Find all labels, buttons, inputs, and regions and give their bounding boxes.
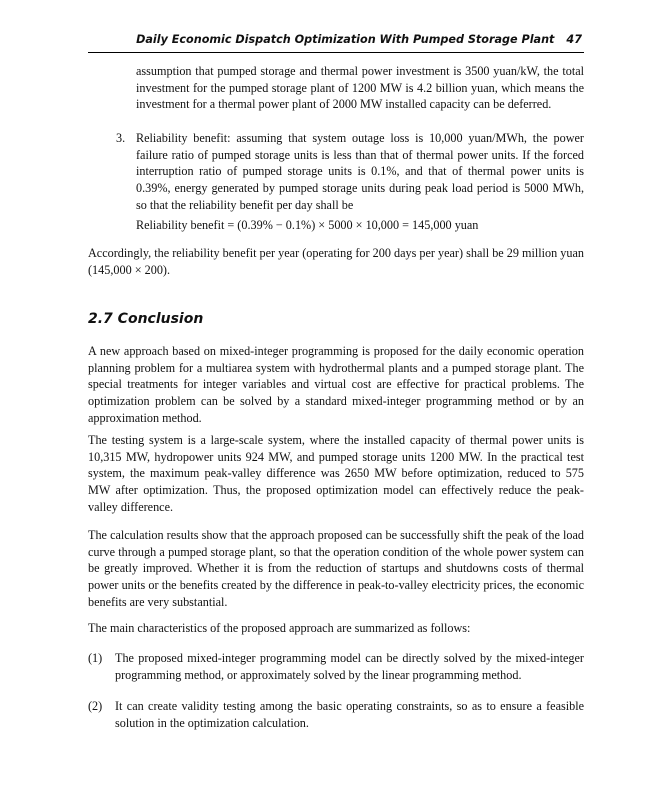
paragraph: Accordingly, the reliability benefit per year (operating for 200 days per year) shall be 29 million yuan (145,000 × 200).	[88, 246, 584, 277]
characteristics-item-2	[88, 698, 584, 731]
conclusion-paragraph-1	[88, 343, 584, 427]
continued-list-item-text	[136, 63, 584, 113]
header-rule	[88, 52, 584, 53]
paragraph: assumption that pumped storage and thermal power investment is 3500 yuan/kW, the total investment for the pumped storage plant of 1200 MW is 4.2 billion yuan, which means the investment for a thermal power plant of 2000 MW installed capacity can be deferred.	[136, 64, 584, 112]
paragraph: A new approach based on mixed-integer programming is proposed for the daily economic operation planning problem for a multiarea system with hydrothermal plants and a pumped storage plant. The special treatments for integer variables and virtual cost are effective for practical problems. The optimization problem can be solved by a standard mixed-integer programming method or by an approximation method.	[88, 344, 584, 425]
paragraph: The calculation results show that the approach proposed can be successfully shift the peak of the load curve through a pumped storage plant, so that the operation condition of the whole power system can be greatly improved. Whether it is from the reduction of startups and shutdowns costs of thermal power units or the benefits created by the difference in peak-to-valley electricity prices, the economic benefits are very substantial.	[88, 528, 584, 609]
page-number: 47	[566, 33, 582, 46]
paragraph: The main characteristics of the proposed approach are summarized as follows:	[88, 621, 471, 635]
conclusion-paragraph-2	[88, 432, 584, 516]
reliability-formula: Reliability benefit = (0.39% − 0.1%) × 5000 × 10,000 = 145,000 yuan	[136, 218, 479, 232]
section-heading: 2.7 Conclusion	[88, 311, 204, 327]
running-head	[0, 33, 582, 53]
list-item-text: Reliability benefit: assuming that system outage loss is 10,000 yuan/MWh, the power failure ratio of pumped storage units is less than that of thermal power units. If the forced interruption ratio of pumped storage units is 0.1%, and that of thermal power units is 0.39%, energy generated by pumped storage units during peak load period is 5000 MWh, so that the reliability benefit per day shall be	[136, 131, 584, 212]
characteristics-item-1	[88, 650, 584, 683]
list-item-text: It can create validity testing among the basic operating constraints, so as to ensure a feasible solution in the optimization calculation.	[115, 699, 584, 730]
paragraph: The testing system is a large-scale system, where the installed capacity of thermal power units is 10,315 MW, hydropower units 924 MW, and pumped storage units 1200 MW. In the practical test system, the maximum peak-valley difference was 2650 MW before optimization, reduced to 575 MW after optimization. Thus, the proposed optimization model can effectively reduce the peak-valley difference.	[88, 433, 584, 514]
accordingly-paragraph	[88, 245, 584, 278]
list-item-number: (2)	[88, 699, 103, 713]
list-item-number: 3.	[116, 131, 126, 145]
list-item-text: The proposed mixed-integer programming model can be directly solved by the mixed-integer programming method, or approximately solved by the linear programming method.	[115, 651, 584, 682]
conclusion-paragraph-3	[88, 527, 584, 611]
list-item-3	[88, 130, 584, 214]
running-head-title: Daily Economic Dispatch Optimization With Pumped Storage Plant	[136, 33, 555, 46]
conclusion-paragraph-4	[88, 620, 584, 637]
list-item-number: (1)	[88, 651, 103, 665]
